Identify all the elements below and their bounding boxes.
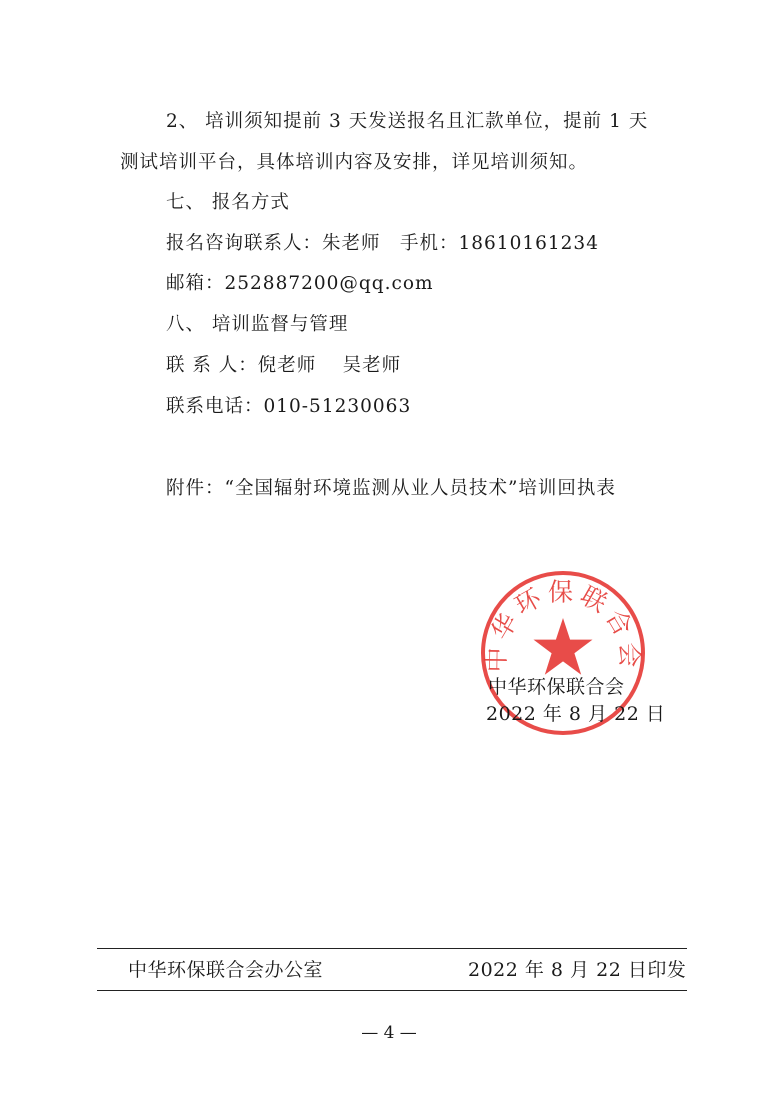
- registration-email: 邮箱：252887200@qq.com: [166, 273, 434, 294]
- page-number: — 4 —: [361, 1023, 417, 1043]
- footer-issue-date: 2022 年 8 月 22 日印发: [468, 959, 687, 981]
- item-2-line-2: 测试培训平台，具体培训内容及安排，详见培训须知。: [120, 152, 589, 173]
- signature-organization: 中华环保联合会: [488, 676, 625, 698]
- seal-text: 中华环保联合会: [481, 577, 645, 673]
- footer-bottom-rule: [97, 990, 687, 991]
- footer-office: 中华环保联合会办公室: [128, 959, 324, 981]
- section-8-heading: 八、 培训监督与管理: [166, 314, 349, 335]
- item-2-line-1: 2、 培训须知提前 3 天发送报名且汇款单位，提前 1 天: [166, 111, 649, 132]
- supervision-contact: 联 系 人：倪老师 吴老师: [166, 355, 402, 376]
- footer-top-rule: [97, 948, 687, 949]
- signature-date: 2022 年 8 月 22 日: [486, 703, 666, 725]
- attachment-note: 附件：“全国辐射环境监测从业人员技术”培训回执表: [166, 478, 616, 499]
- supervision-phone: 联系电话：010-51230063: [166, 396, 412, 417]
- section-7-heading: 七、 报名方式: [166, 192, 290, 213]
- registration-contact: 报名咨询联系人：朱老师 手机：18610161234: [166, 233, 599, 254]
